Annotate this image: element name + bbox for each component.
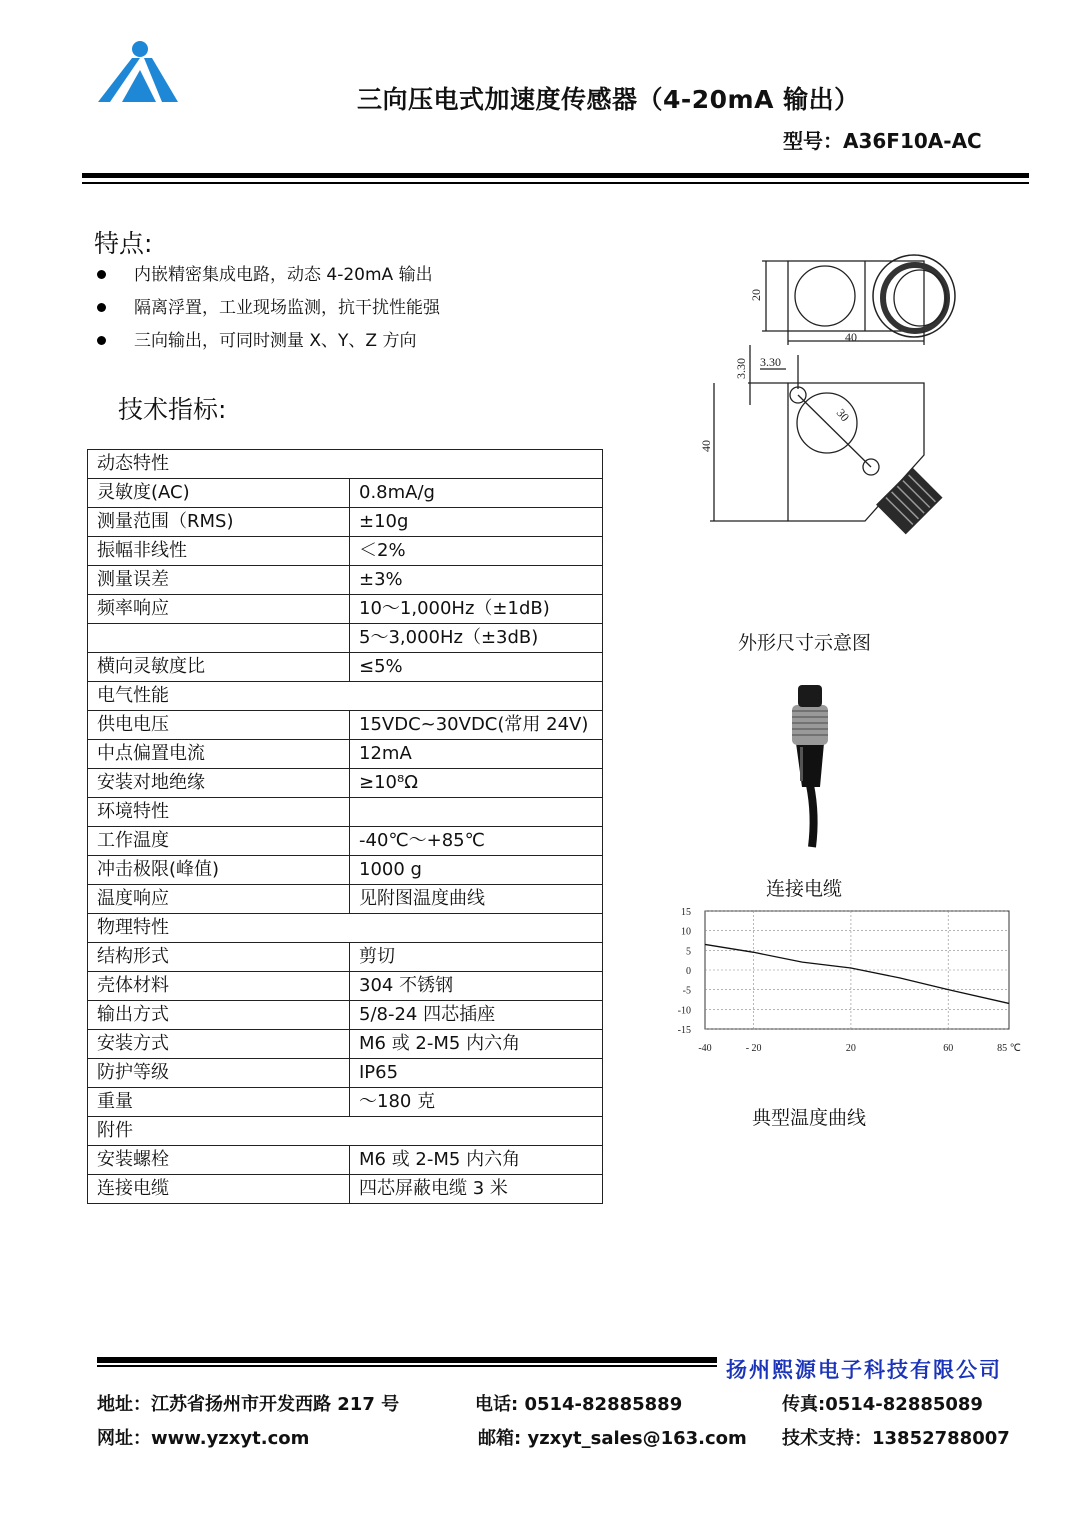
spec-key: 振幅非线性 [88, 537, 350, 566]
spec-value: ±3% [350, 566, 603, 595]
x-tick-label: 85 ℃ [997, 1043, 1021, 1054]
spec-key [88, 624, 350, 653]
header-rule-thin [82, 182, 1029, 184]
y-tick-label: -15 [677, 1025, 691, 1036]
y-tick-label: -5 [682, 985, 691, 997]
spec-key: 温度响应 [88, 885, 350, 914]
table-row [88, 566, 603, 595]
spec-value: 10～1,000Hz（±1dB) [350, 595, 603, 624]
spec-value: 四芯屏蔽电缆 3 米 [350, 1175, 603, 1204]
spec-value: 15VDC~30VDC(常用 24V) [350, 711, 603, 740]
spec-key: 安装螺栓 [88, 1146, 350, 1175]
spec-value: 见附图温度曲线 [350, 885, 603, 914]
y-tick-label: -10 [677, 1005, 691, 1017]
table-row [88, 1146, 603, 1175]
footer-phone: 电话: 0514-82885889 [475, 1394, 683, 1415]
spec-value: M6 或 2-M5 内六角 [350, 1146, 603, 1175]
list-item: 隔离浮置，工业现场监测，抗干扰性能强 [94, 295, 440, 328]
table-row [88, 827, 603, 856]
x-tick-label: -40 [698, 1043, 712, 1054]
spec-key: 防护等级 [88, 1059, 350, 1088]
spec-section-label: 电气性能 [88, 682, 603, 711]
spec-value: 304 不锈钢 [350, 972, 603, 1001]
spec-value: 12mA [350, 740, 603, 769]
dim-330-vertical: 3.30 [734, 358, 748, 379]
table-row [88, 798, 603, 827]
spec-key: 结构形式 [88, 943, 350, 972]
temperature-chart [672, 900, 1032, 1065]
table-row [88, 1030, 603, 1059]
footer-rule-thin [97, 1365, 717, 1367]
table-row [88, 537, 603, 566]
footer-fax: 传真:0514-82885089 [782, 1394, 983, 1415]
dimension-drawing [690, 245, 990, 560]
chart-caption: 典型温度曲线 [752, 1107, 867, 1129]
y-tick-label: 10 [681, 926, 691, 938]
spec-value: 5～3,000Hz（±3dB) [350, 624, 603, 653]
table-row [88, 1175, 603, 1204]
spec-key: 输出方式 [88, 1001, 350, 1030]
spec-key: 测量误差 [88, 566, 350, 595]
footer-support: 技术支持：13852788007 [782, 1428, 1010, 1449]
spec-value [350, 798, 603, 827]
drawing-caption: 外形尺寸示意图 [738, 632, 872, 654]
spec-section-label: 附件 [88, 1117, 603, 1146]
y-tick-label: 5 [686, 946, 691, 958]
features-list [94, 262, 440, 361]
table-row [88, 653, 603, 682]
spec-key: 中点偏置电流 [88, 740, 350, 769]
spec-section-label: 动态特性 [88, 450, 603, 479]
x-tick-label: 60 [943, 1043, 954, 1054]
table-row [88, 508, 603, 537]
x-tick-label: - 20 [745, 1043, 762, 1054]
company-logo [96, 40, 180, 104]
dim-20: 20 [749, 289, 763, 301]
table-row [88, 885, 603, 914]
spec-key: 测量范围（RMS) [88, 508, 350, 537]
table-row [88, 1088, 603, 1117]
table-row [88, 711, 603, 740]
spec-key: 安装方式 [88, 1030, 350, 1059]
table-row [88, 624, 603, 653]
table-row [88, 769, 603, 798]
y-tick-label: 0 [686, 966, 691, 977]
spec-value: 剪切 [350, 943, 603, 972]
spec-value: 1000 g [350, 856, 603, 885]
table-row [88, 1001, 603, 1030]
spec-key: 安装对地绝缘 [88, 769, 350, 798]
table-row [88, 740, 603, 769]
spec-value: ±10g [350, 508, 603, 537]
table-row [88, 682, 603, 711]
spec-key: 横向灵敏度比 [88, 653, 350, 682]
model-number: 型号：A36F10A-AC [783, 129, 982, 153]
dim-30: 30 [833, 405, 853, 425]
table-row [88, 856, 603, 885]
footer-rule [97, 1357, 717, 1363]
spec-value: 0.8mA/g [350, 479, 603, 508]
x-tick-label: 20 [845, 1043, 856, 1054]
spec-value: ≥10⁸Ω [350, 769, 603, 798]
spec-key: 灵敏度(AC) [88, 479, 350, 508]
table-row [88, 914, 603, 943]
spec-table [87, 449, 603, 1204]
header-rule [82, 173, 1029, 178]
spec-value: 5/8-24 四芯插座 [350, 1001, 603, 1030]
list-item: 三向输出，可同时测量 X、Y、Z 方向 [94, 328, 440, 361]
spec-value: ＜2% [350, 537, 603, 566]
spec-value: ≤5% [350, 653, 603, 682]
y-tick-label: 15 [681, 907, 691, 918]
footer-address: 地址：江苏省扬州市开发西路 217 号 [97, 1394, 400, 1415]
table-row [88, 1059, 603, 1088]
spec-key: 频率响应 [88, 595, 350, 624]
table-row [88, 1117, 603, 1146]
spec-key: 连接电缆 [88, 1175, 350, 1204]
dim-40-height: 40 [699, 440, 713, 452]
features-heading: 特点: [94, 229, 153, 258]
spec-key: 重量 [88, 1088, 350, 1117]
spec-value: -40℃～+85℃ [350, 827, 603, 856]
table-row [88, 972, 603, 1001]
spec-value: ～180 克 [350, 1088, 603, 1117]
list-item: 内嵌精密集成电路，动态 4-20mA 输出 [94, 262, 440, 295]
spec-heading: 技术指标: [118, 395, 227, 424]
spec-key: 供电电压 [88, 711, 350, 740]
spec-section-label: 物理特性 [88, 914, 603, 943]
cable-caption: 连接电缆 [766, 878, 843, 900]
table-row [88, 595, 603, 624]
spec-value: M6 或 2-M5 内六角 [350, 1030, 603, 1059]
table-row [88, 450, 603, 479]
spec-key: 工作温度 [88, 827, 350, 856]
spec-key: 环境特性 [88, 798, 350, 827]
dim-40: 40 [845, 330, 857, 344]
spec-key: 冲击极限(峰值) [88, 856, 350, 885]
dim-330-horizontal: 3.30 [760, 355, 781, 369]
spec-key: 壳体材料 [88, 972, 350, 1001]
table-row [88, 943, 603, 972]
cable-image [770, 675, 850, 850]
spec-value: IP65 [350, 1059, 603, 1088]
table-row [88, 479, 603, 508]
footer-website: 网址：www.yzxyt.com [97, 1428, 310, 1449]
footer-email: 邮箱: yzxyt_sales@163.com [478, 1428, 747, 1449]
page-title: 三向压电式加速度传感器（4-20mA 输出） [357, 85, 860, 114]
series-line [705, 944, 1009, 1003]
company-name: 扬州熙源电子科技有限公司 [726, 1358, 1002, 1382]
